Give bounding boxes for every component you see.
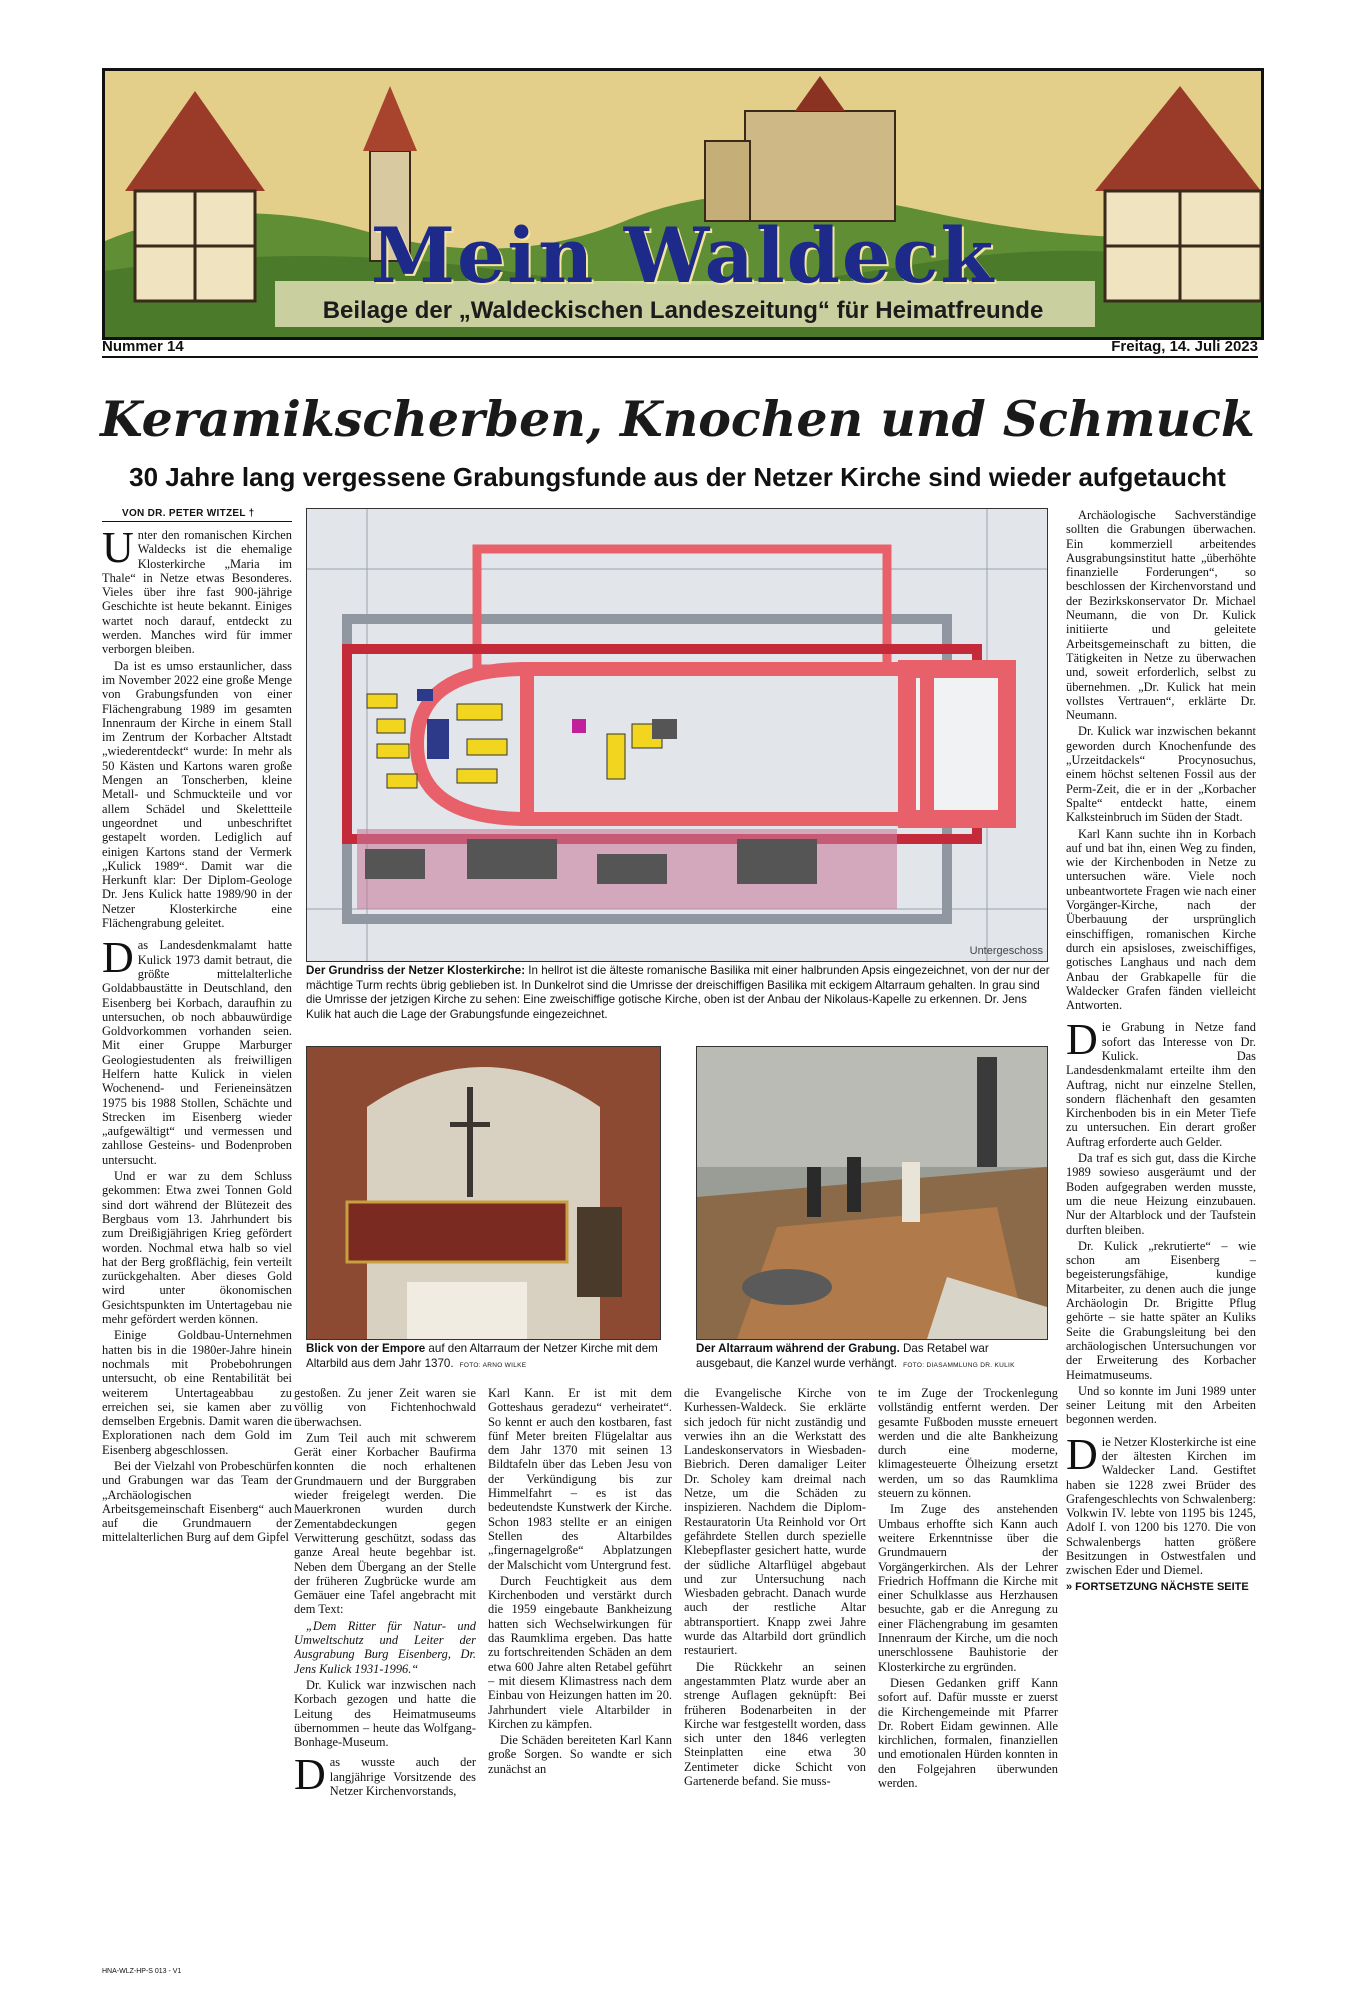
caption-text: In hellrot ist die älteste romanische Basilika mit einer halbrunden Apsis eingezeichnet, von der nur der mächtige Turm rechts übrig geblieben ist. In Dunkelrot sind die Umrisse der dreischiffigen Basilika mit eckigem Altarraum gehalten. In grau sind die Umrisse der jetzigen Kirche zu sehen: Eine zweischiffige gotische Kirche, oben ist der Anbau der Nikolaus-Kapelle zu erkennen. Dr. Jens Kulik hat auch die Lage der Grabungsfunde eingezeichnet. — [306, 964, 1050, 1021]
paragraph: die Evangelische Kirche von Kurhessen-Waldeck. Sie erklärte sich jedoch für nicht zuständig und verwies ihn an die Werkstatt des Landeskonservators in Wiesbaden-Biebrich. Deren damaliger Leiter Dr. Scholey kam dreimal nach Netze, um die Schäden zu inspizieren. Nachdem die Diplom-Restauratorin Uta Reinhold vor Ort gefährdete Stellen durch spezielle Klebepflaster gesichert hatte, wurde der südliche Altarflügel abgebaut und zur Untersuchung nach Wiesbaden gebracht. Danach wurde auch der restliche Altar abtransportiert. Knapp zwei Jahre wurde das Altarbild dort gründlich restauriert. — [684, 1386, 866, 1658]
paragraph: Die Schäden bereiteten Karl Kann große Sorgen. So wandte er sich zunächst an — [488, 1733, 672, 1776]
caption-text: Das Retabel war ausgebaut, die Kanzel wurde verhängt. — [696, 1342, 989, 1370]
altar-caption — [306, 1342, 661, 1373]
paragraph: te im Zuge der Trockenlegung vollständig entfernt werden. Der gesamte Fußboden musste erneuert werden und die alte Bankheizung durch eine moderne, klimagesteuerte Ölheizung ersetzt werden, um so das Raumklima steuern zu können. — [878, 1386, 1058, 1501]
floor-plan-caption — [306, 964, 1050, 1022]
excavation-caption — [696, 1342, 1048, 1373]
paragraph: Dr. Kulick war inzwischen nach Korbach gezogen und hatte die Leitung des Heimatmuseums übernommen – heute das Wolfgang-Bonhage-Museum. — [294, 1677, 476, 1750]
paragraph: „Dem Ritter für Natur- und Umweltschutz und Leiter der Ausgrabung Burg Eisenberg, Dr. Jens Kulick 1931-1996.“ — [294, 1618, 476, 1676]
article-column-3 — [488, 1386, 672, 1960]
issue-date: Freitag, 14. Juli 2023 — [1111, 338, 1258, 355]
paragraph: Und er war zu dem Schluss gekommen: Etwa zwei Tonnen Gold sind dort während der Blütezeit des Bergbaus vom 13. Jahrhundert bis zum Dreißigjährigen Krieg gefördert worden. Nochmal etwa halb so viel hat der Berg großflächig, fein verteilt zurückgehalten. Aber dieses Gold wird unter ökonomischen Gesichtspunkten im Untertagebau nie mehr gefördert werden können. — [102, 1169, 292, 1327]
caption-text: auf den Altarraum der Netzer Kirche mit dem Altarbild aus dem Jahr 1370. — [306, 1342, 658, 1370]
photo-credit: FOTO: ARNO WILKE — [459, 1361, 527, 1369]
paragraph: Karl Kann suchte ihn in Korbach auf und bat ihn, einen Weg zu finden, wie der Kirchenboden in Netze zu untersuchen wäre. Viele noch unbeantwortete Fragen wie nach einer Vorgänger-Kirche, nach der Überbauung der ursprünglich einschiffigen, romanischen Kirche durch ein apsisloses, zweischiffiges, gotisches Langhaus und nach dem Anbau der Grabkapelle für die Waldecker Grafen fänden vielleicht Antworten. — [1066, 826, 1256, 1013]
paragraph: Das wusste auch der langjährige Vorsitzende des Netzer Kirchenvorstands, — [294, 1750, 476, 1800]
masthead-subtitle: Beilage der „Waldeckischen Landeszeitung“ für Heimatfreunde — [322, 297, 1044, 324]
paragraph: Da traf es sich gut, dass die Kirche 1989 sowieso ausgeräumt und der Boden aufgegraben werden musste, um die neue Heizung einzubauen. Nur der Altarblock und der Taufstein durften bleiben. — [1066, 1151, 1256, 1237]
paragraph: Im Zuge des anstehenden Umbaus erhoffte sich Kann auch weitere Erkenntnisse über die Grundmauern der Vorgängerkirchen. Als der Lehrer Friedrich Hoffmann die Kirche mit einer Schulklasse aus Herzhausen besuchte, gab er die Anregung zu einer Flächengrabung im gesamten Innenraum der Kirche, um die noch unerschlossene Bauhistorie der Klosterkirche zu ergründen. — [878, 1502, 1058, 1674]
paragraph: Da ist es umso erstaunlicher, dass im November 2022 eine große Menge von Grabungsfunden von einer Flächengrabung 1989 im gesamten Innenraum der Kirche in einem Stall im Zentrum der Korbacher Altstadt „wiederentdeckt“ wurde: In mehr als 50 Kästen und Kartons waren große Mengen an Tonscherben, kleine Metall- und Schmuckteile und vor allem Schädel und Skelettteile ungeordnet und unbeschriftet gestapelt worden. Lediglich auf einigen Kartons stand der Vermerk „Kulick 1989“. Damit war die Herkunft klar: Der Diplom-Geologe Dr. Jens Kulick hatte 1989/90 in der Netzer Klosterkirche eine Flächengrabung geleitet. — [102, 658, 292, 931]
excavation-photo — [696, 1046, 1048, 1340]
paragraph: Und so konnte im Juni 1989 unter seiner Leitung mit den Arbeiten begonnen werden. — [1066, 1383, 1256, 1427]
page-code: HNA-WLZ-HP-S 013 - V1 — [102, 1968, 182, 1975]
paragraph: Die Netzer Klosterkirche ist eine der ältesten Kirchen im Waldecker Land. Gestiftet haben sie 1228 zwei Brüder des Grafengeschlechts von Schwalenberg: Volkwin IV. lebte von 1195 bis 1245, Adolf I. von 1200 bis 1270. Die von Schwalenbergs hatten größere Besitzungen in Ostwestfalen und zwischen Eder und Diemel. — [1066, 1429, 1256, 1578]
photo-credit: FOTO: DIASAMMLUNG DR. KULIK — [903, 1361, 1015, 1369]
paragraph: Durch Feuchtigkeit aus dem Kirchenboden und verstärkt durch die 1959 eingebaute Bankheizung hatten sich Wechselwirkungen für das Raumklima ergeben. Das hatte zu fortschreitenden Schäden an dem etwa 600 Jahre alten Retabel geführt – mit diesem Klimastress nach dem Einbau von Heizungen hatten im 20. Jahrhundert viele Altarbilder in Kirchen zu kämpfen. — [488, 1573, 672, 1731]
paragraph: Dr. Kulick „rekrutierte“ – wie schon am Eisenberg – begeisterungsfähige, kundige Mitarbeiter, zu denen auch die junge Archäologin Dr. Brigitte Pflug gehörte – sie hatte später an Kuliks Seite die Grabungsleitung bei den archäologischen Untersuchungen vor der Erweiterung des Korbacher Heimatmuseums. — [1066, 1238, 1256, 1382]
paragraph: Bei der Vielzahl von Probeschürfen und Grabungen war das Team der „Archäologischen Arbeitsgemeinschaft Eisenberg“ auch auf die Grundmauern der mittelalterlichen Burg auf dem Gipfel — [102, 1459, 292, 1545]
paragraph: Archäologische Sachverständige sollten die Grabungen überwachen. Ein kommerziell arbeitendes Ausgrabungsinstitut hatte „überhöhte finanzielle Forderungen“, so beschlossen der Kirchenvorstand und der Bezirkskonservator Dr. Michael Neumann, die von Dr. Kulick initiierte und geleitete Arbeitsgemeinschaft zu bitten, die Tätigkeiten in Netze zu überwachen und, soweit erforderlich, selbst zu übernehmen. „Dr. Kulick hat mein vollstes Vertrauen“, erklärte Dr. Neumann. — [1066, 508, 1256, 723]
caption-lead: Der Altarraum während der Grabung. — [696, 1342, 900, 1355]
paragraph: Einige Goldbau-Unternehmen hatten bis in die 1980er-Jahre hinein nochmals mit Probebohrungen untersucht, ob eine Rentabilität bei weiterem Untertageabbau zu erreichen sei, sie kamen aber zu demselben Ergebnis. Damit waren die Explorationen nach dem Gold im Eisenberg abgeschlossen. — [102, 1328, 292, 1457]
floor-plan-drawing — [307, 509, 1047, 961]
masthead — [102, 68, 1264, 340]
paragraph: Die Rückkehr an seinen angestammten Platz wurde aber an strenge Auflagen geknüpft: Bei früheren Bodenarbeiten in der Kirche war festgestellt worden, dass sich unter den 1846 verlegten Steinplatten eine etwa 30 Zentimeter dicke Schicht von Gartenerde befand. Sie muss- — [684, 1659, 866, 1789]
masthead-title: Mein Waldeck — [370, 211, 996, 300]
continued-note: » FORTSETZUNG NÄCHSTE SEITE — [1066, 1580, 1249, 1593]
paragraph: Unter den romanischen Kirchen Waldecks ist die ehemalige Klosterkirche „Maria im Thale“ in Netze etwas Besonderes. Vieles über ihre fast 900-jährige Geschichte ist heute bekannt. Einiges wartet noch darauf, entdeckt zu werden. Manches wird für immer verborgen bleiben. — [102, 528, 292, 657]
paragraph: Dr. Kulick war inzwischen bekannt geworden durch Knochenfunde des „Urzeitdackels“ Procynosuchus, einem höchst seltenen Fossil aus der Perm-Zeit, die er in der „Korbacher Spalte“ entdeckt hatte, einem Kalksteinbruch im Süden der Stadt. — [1066, 724, 1256, 825]
article-column-2 — [294, 1386, 476, 1960]
byline-rule — [102, 521, 292, 522]
paragraph: gestoßen. Zu jener Zeit waren sie völlig von Fichtenhochwald überwachsen. — [294, 1386, 476, 1429]
article-subhead: 30 Jahre lang vergessene Grabungsfunde aus der Netzer Kirche sind wieder aufgetaucht — [129, 462, 1226, 492]
altar-photo — [306, 1046, 661, 1340]
article-headline: Keramikscherben, Knochen und Schmuck — [100, 390, 1255, 448]
article-column-1 — [102, 528, 292, 1960]
article-column-4 — [684, 1386, 866, 1960]
excavation-photo-image — [697, 1047, 1047, 1339]
altar-photo-image — [307, 1047, 660, 1339]
masthead-rule — [102, 356, 1258, 358]
byline: VON DR. PETER WITZEL † — [122, 508, 255, 519]
paragraph: Karl Kann. Er ist mit dem Gotteshaus geradezu“ verheiratet“. So kennt er auch den kostbaren, fast fünf Meter breiten Flügelaltar aus dem Jahr 1370 mit seinen 13 Bildtafeln über das Leben Jesu von der Verkündigung bis zur Himmelfahrt – es ist das bedeutendste Kunstwerk der Kirche. Schon 1983 stellte er an einigen Stellen des Altarbildes „fingernagelgroße“ Abplatzungen der Malschicht vom Untergrund fest. — [488, 1386, 672, 1572]
article-column-5 — [878, 1386, 1058, 1960]
issue-number: Nummer 14 — [102, 338, 184, 355]
caption-lead: Der Grundriss der Netzer Klosterkirche: — [306, 964, 526, 977]
article-column-6 — [1066, 508, 1256, 1960]
paragraph: Die Grabung in Netze fand sofort das Interesse von Dr. Kulick. Das Landesdenkmalamt erteilte ihm den Auftrag, nicht nur einzelne Stellen, sondern flächenhaft den gesamten Kirchenboden bis in ein Meter Tiefe zu untersuchen. Ein derart großer Auftrag erforderte auch Gelder. — [1066, 1015, 1256, 1149]
caption-lead: Blick von der Empore — [306, 1342, 426, 1355]
plan-label: Untergeschoss — [969, 945, 1043, 957]
paragraph: Diesen Gedanken griff Kann sofort auf. Dafür musste er zuerst die Kirchengemeinde mit Pfarrer Dr. Robert Eidam gewinnen. Alle kirchlichen, formalen, finanziellen und emotionalen Hürden konnten in den Folgejahren überwunden werden. — [878, 1675, 1058, 1791]
paragraph: Zum Teil auch mit schwerem Gerät einer Korbacher Baufirma konnten die noch erhaltenen Grundmauern und der Burggraben wieder freigelegt werden. Die Mauerkronen wurden durch Zementabdeckungen gegen Verwitterung geschützt, sodass das ganze Areal heute begehbar ist. Neben dem Übergang an der Stelle der früheren Zugbrücke wurde am Gemäuer eine Tafel angebracht mit dem Text: — [294, 1430, 476, 1617]
floor-plan-figure — [306, 508, 1048, 962]
paragraph: Das Landesdenkmalamt hatte Kulick 1973 damit betraut, die größte mittelalterliche Goldabbaustätte in Deutschland, den Eisenberg bei Korbach, daraufhin zu untersuchen, ob noch abbauwürdige Goldvorkommen vorhanden seien. Mit einer Gruppe Marburger Geologiestudenten als freiwilligen Helfern hatte Kulick in vielen Wochenend- und Ferieneinsätzen 1975 bis 1988 Stollen, Schächte und Strecken im Eisenberg wieder „aufgewältigt“ und vermessen und zahllose Gesteins- und Bodenproben untersucht. — [102, 933, 292, 1167]
